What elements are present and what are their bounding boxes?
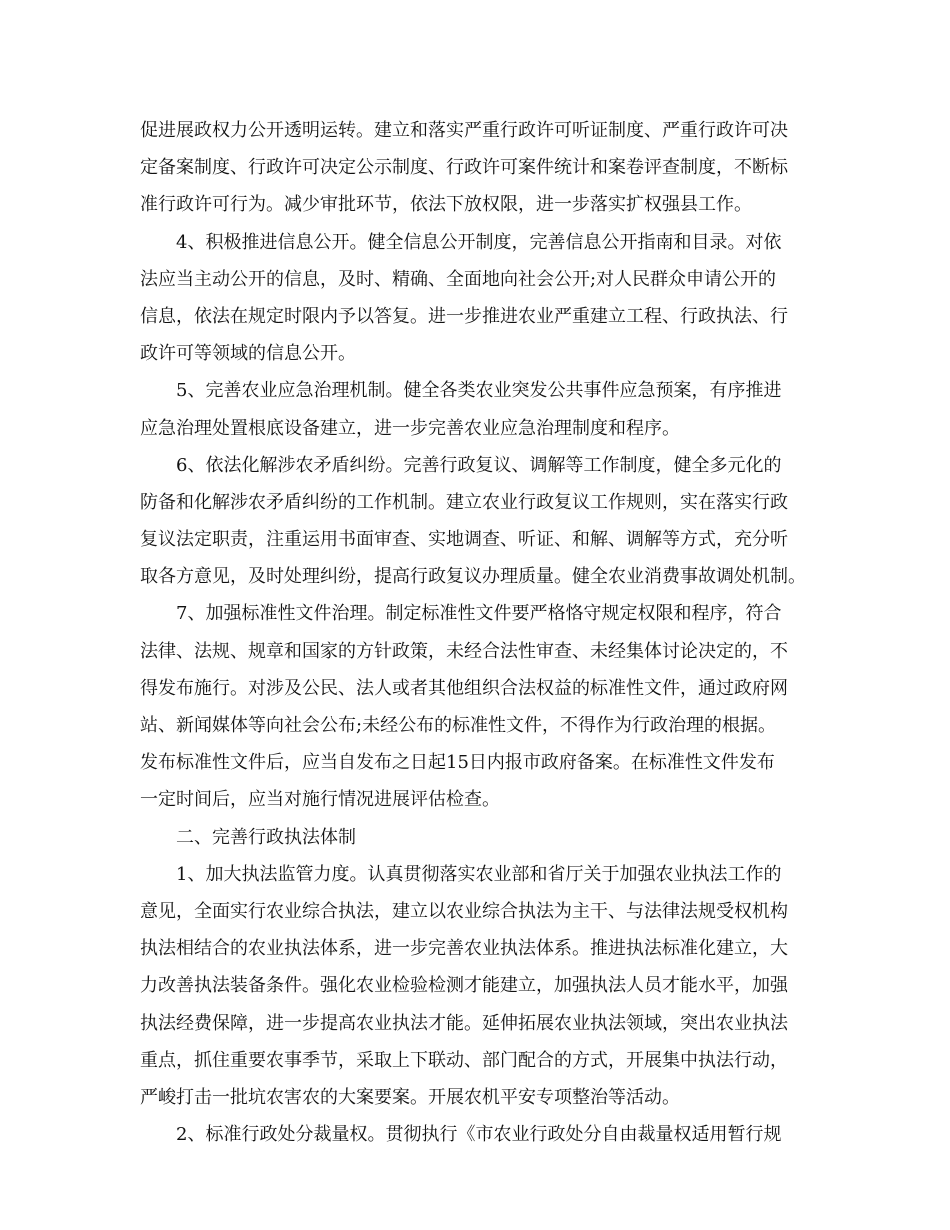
text-line: 得发布施行。对涉及公民、法人或者其他组织合法权益的标准性文件，通过政府网 — [140, 677, 788, 699]
paragraph-start-line: 7、加强标准性文件治理。制定标准性文件要严格恪守规定权限和程序，符合 — [176, 603, 782, 625]
document-body — [140, 112, 820, 1153]
text-line: 促进展政权力公开透明运转。建立和落实严重行政许可听证制度、严重行政许可决 — [140, 120, 788, 141]
text-line: 一定时间后，应当对施行情况进展评估检查。 — [140, 789, 500, 811]
paragraph-start-line: 6、依法化解涉农矛盾纠纷。完善行政复议、调解等工作制度，健全多元化的 — [176, 454, 782, 476]
text-line: 站、新闻媒体等向社会公布;未经公布的标准性文件，不得作为行政治理的根据。 — [140, 715, 777, 736]
text-line: 信息，依法在规定时限内予以答复。进一步推进农业严重建立工程、行政执法、行 — [140, 305, 788, 327]
paragraph-start-line: 2、标准行政处分裁量权。贯彻执行《市农业行政处分自由裁量权适用暂行规 — [176, 1124, 782, 1146]
text-line: 法律、法规、规章和国家的方针政策，未经合法性审查、未经集体讨论决定的，不 — [140, 640, 788, 662]
text-line: 意见，全面实行农业综合执法，建立以农业综合执法为主干、与法律法规受权机构 — [140, 900, 788, 922]
text-line: 严峻打击一批坑农害农的大案要案。开展农机平安专项整治等活动。 — [140, 1086, 680, 1108]
text-line: 法应当主动公开的信息，及时、精确、全面地向社会公开;对人民群众申请公开的 — [140, 268, 777, 290]
text-line: 执法相结合的农业执法体系，进一步完善农业执法体系。推进执法标准化建立，大 — [140, 938, 788, 960]
text-line: 重点，抓住重要农事季节，采取上下联动、部门配合的方式，开展集中执法行动， — [140, 1049, 788, 1071]
paragraph-start-line: 1、加大执法监管力度。认真贯彻落实农业部和省厅关于加强农业执法工作的 — [176, 863, 782, 885]
text-line: 防备和化解涉农矛盾纠纷的工作机制。建立农业行政复议工作规则，实在落实行政 — [140, 491, 788, 513]
section-heading: 二、完善行政执法体制 — [176, 826, 356, 848]
text-line: 应急治理处置根底设备建立，进一步完善农业应急治理制度和程序。 — [140, 417, 680, 439]
text-line: 定备案制度、行政许可决定公示制度、行政许可案件统计和案卷评查制度，不断标 — [140, 157, 788, 179]
paragraph-start-line: 5、完善农业应急治理机制。健全各类农业突发公共事件应急预案，有序推进 — [176, 380, 782, 402]
text-line: 政许可等领域的信息公开。 — [140, 343, 356, 365]
text-line: 准行政许可行为。减少审批环节，依法下放权限，进一步落实扩权强县工作。 — [140, 194, 752, 216]
text-line: 复议法定职责，注重运用书面审查、实地调查、听证、和解、调解等方式，充分听 — [140, 529, 788, 551]
paragraph-start-line: 4、积极推进信息公开。健全信息公开制度，完善信息公开指南和目录。对依 — [176, 231, 782, 253]
text-line: 发布标准性文件后，应当自发布之日起15日内报市政府备案。在标准性文件发布 — [140, 752, 775, 774]
text-line: 取各方意见，及时处理纠纷，提高行政复议办理质量。健全农业消费事故调处机制。 — [140, 566, 806, 588]
text-line: 力改善执法装备条件。强化农业检验检测才能建立，加强执法人员才能水平，加强 — [140, 975, 788, 997]
text-line: 执法经费保障，进一步提高农业执法才能。延伸拓展农业执法领域，突出农业执法 — [140, 1012, 788, 1034]
